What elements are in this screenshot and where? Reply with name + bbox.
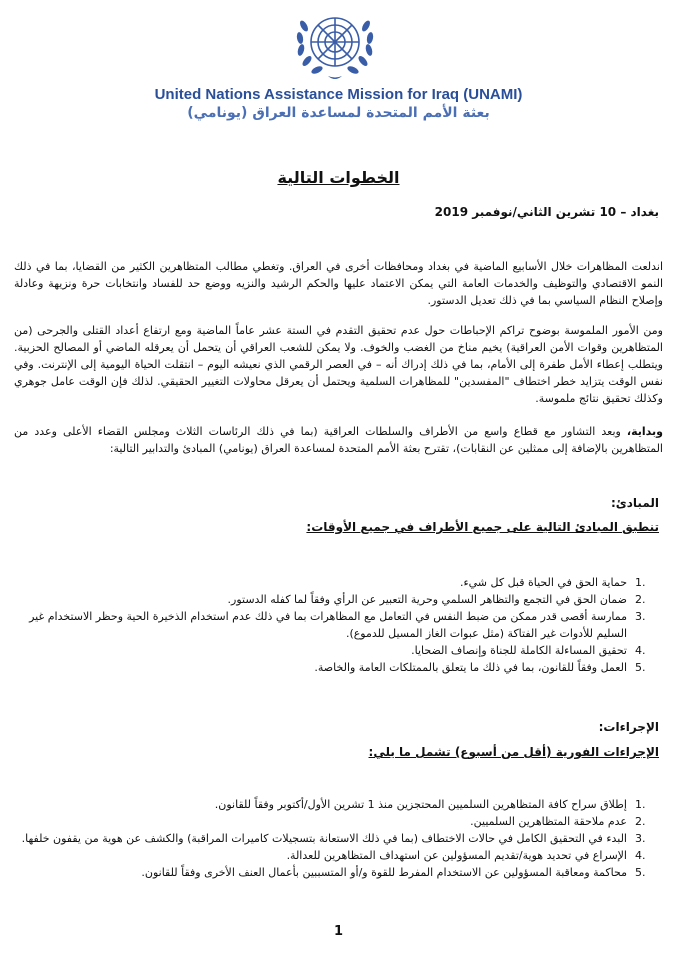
list-item-text: ضمان الحق في التجمع والتظاهر السلمي وحرية التعبير عن الرأي وفقاً لما كفله الدستور. [227,593,627,606]
paragraph-intro: اندلعت المظاهرات خلال الأسابيع الماضية في بغداد ومحافظات أخرى في العراق. وتغطي مطالب المتظاهرين الكثير من القضايا، بما في ذلك النمو الاقتصادي والتوظيف والخدمات العامة التي يمكن الاعتماد عليها والحكم الرشيد والنزيه ووضع حد للفساد وانتخابات حرة ونزيهة وعادلة وإصلاح النظام السياسي بما في ذلك تعديل الدستور. [14,260,663,307]
list-item-number: 3. [635,832,646,845]
list-item-text: عدم ملاحقة المتظاهرين السلميين. [470,815,627,828]
page-number: 1 [333,924,344,939]
actions-subheading: الإجراءات الفورية (أقل من أسبوع) تشمل ما يلي: [368,745,659,759]
list-item [14,642,663,659]
list-item [14,864,663,881]
list-item-number: 2. [635,815,646,828]
list-item [14,591,663,608]
list-item-text: الإسراع في تحديد هوية/تقديم المسؤولين عن استهداف المتظاهرين للعدالة. [286,849,627,862]
list-item [14,659,663,676]
list-item-number: 4. [635,849,646,862]
list-item [14,608,663,642]
list-item-text: إطلاق سراح كافة المتظاهرين السلميين المحتجزين منذ 1 تشرين الأول/أكتوبر وفقاً للقانون. [214,798,627,811]
principles-list [14,574,663,676]
paragraph-frustrations: ومن الأمور الملموسة بوضوح تراكم الإحباطات حول عدم تحقيق التقدم في الستة عشر عاماً الماضية ومع ارتفاع أعداد القتلى والجرحى (من المتظاهرين وقوات الأمن العراقية) يخيم مناخ من الغضب والخوف. ولا يمكن للشعب العراقي أن يتحمل أن يعرقله الماضي أو المصالح الحزبية. ويتطلب إعطاء الأمل طفرة إلى الأمام، بما في ذلك إدراك أنه – في العصر الرقمي الذي نعيشه اليوم – انتقلت الحياة اليومية إلى الإنترنت. وفي نفس الوقت يتزايد خطر اختطاف "المفسدين" للمظاهرات السلمية ويحتمل أن يعرقل محاولات التغيير الحقيقي. لذلك فإن الوقت عامل جوهري وكذلك تحقيق نتائج ملموسة. [14,324,663,405]
list-item-text: العمل وفقاً للقانون، بما في ذلك ما يتعلق بالممتلكات العامة والخاصة. [314,661,627,674]
org-name-english: United Nations Assistance Mission for Iraq (UNAMI) [154,86,523,103]
list-item-text: تحقيق المساءلة الكاملة للجناة وإنصاف الضحايا. [411,644,627,657]
un-emblem-icon [290,6,380,84]
list-item-number: 1. [635,576,646,589]
list-item-number: 3. [635,610,646,623]
principles-subheading: تنطبق المبادئ التالية على جميع الأطراف في جميع الأوقات: [306,520,659,534]
list-item-number: 1. [635,798,646,811]
list-item-text: محاكمة ومعاقبة المسؤولين عن الاستخدام المفرط للقوة و/أو المتسببين بأعمال العنف الأخرى وفقاً للقانون. [141,866,627,879]
document-title: الخطوات التالية [277,168,400,187]
actions-heading: الإجراءات: [598,720,659,734]
principles-heading: المبادئ: [610,496,659,510]
paragraph-lead-word: وبداية، [626,425,663,438]
list-item [14,813,663,830]
list-item [14,796,663,813]
list-item-text: ممارسة أقصى قدر ممكن من ضبط النفس في التعامل مع المظاهرات بما في ذلك عدم استخدام الذخيرة الحية وحظر الاستخدام غير السليم للأدوات غير الفتاكة (مثل عبوات الغاز المسيل للدموع). [29,610,627,640]
actions-list [14,796,663,881]
paragraph-consultation [14,423,663,457]
list-item-text: حماية الحق في الحياة قبل كل شيء. [459,576,627,589]
list-item-text: البدء في التحقيق الكامل في حالات الاختطاف (بما في ذلك الاستعانة بتسجيلات كاميرات المراقبة) والكشف عن هوية من يقفون خلفها. [21,832,627,845]
list-item [14,574,663,591]
org-name-arabic: بعثة الأمم المتحدة لمساعدة العراق (يونامي) [187,105,490,121]
paragraph-consultation-text: وبعد التشاور مع قطاع واسع من الأطراف والسلطات العراقية (بما في ذلك الرئاسات الثلاث ومجلس القضاء الأعلى وعدد من المتظاهرين بالإضافة إلى ممثلين عن النقابات)، تقترح بعثة الأمم المتحدة لمساعدة العراق (يونامي) المبادئ والتدابير التالية: [14,425,663,455]
dateline: بغداد – 10 تشرين الثاني/نوفمبر 2019 [434,205,659,219]
list-item [14,830,663,847]
list-item [14,847,663,864]
list-item-number: 5. [635,661,646,674]
list-item-number: 2. [635,593,646,606]
list-item-number: 4. [635,644,646,657]
list-item-number: 5. [635,866,646,879]
